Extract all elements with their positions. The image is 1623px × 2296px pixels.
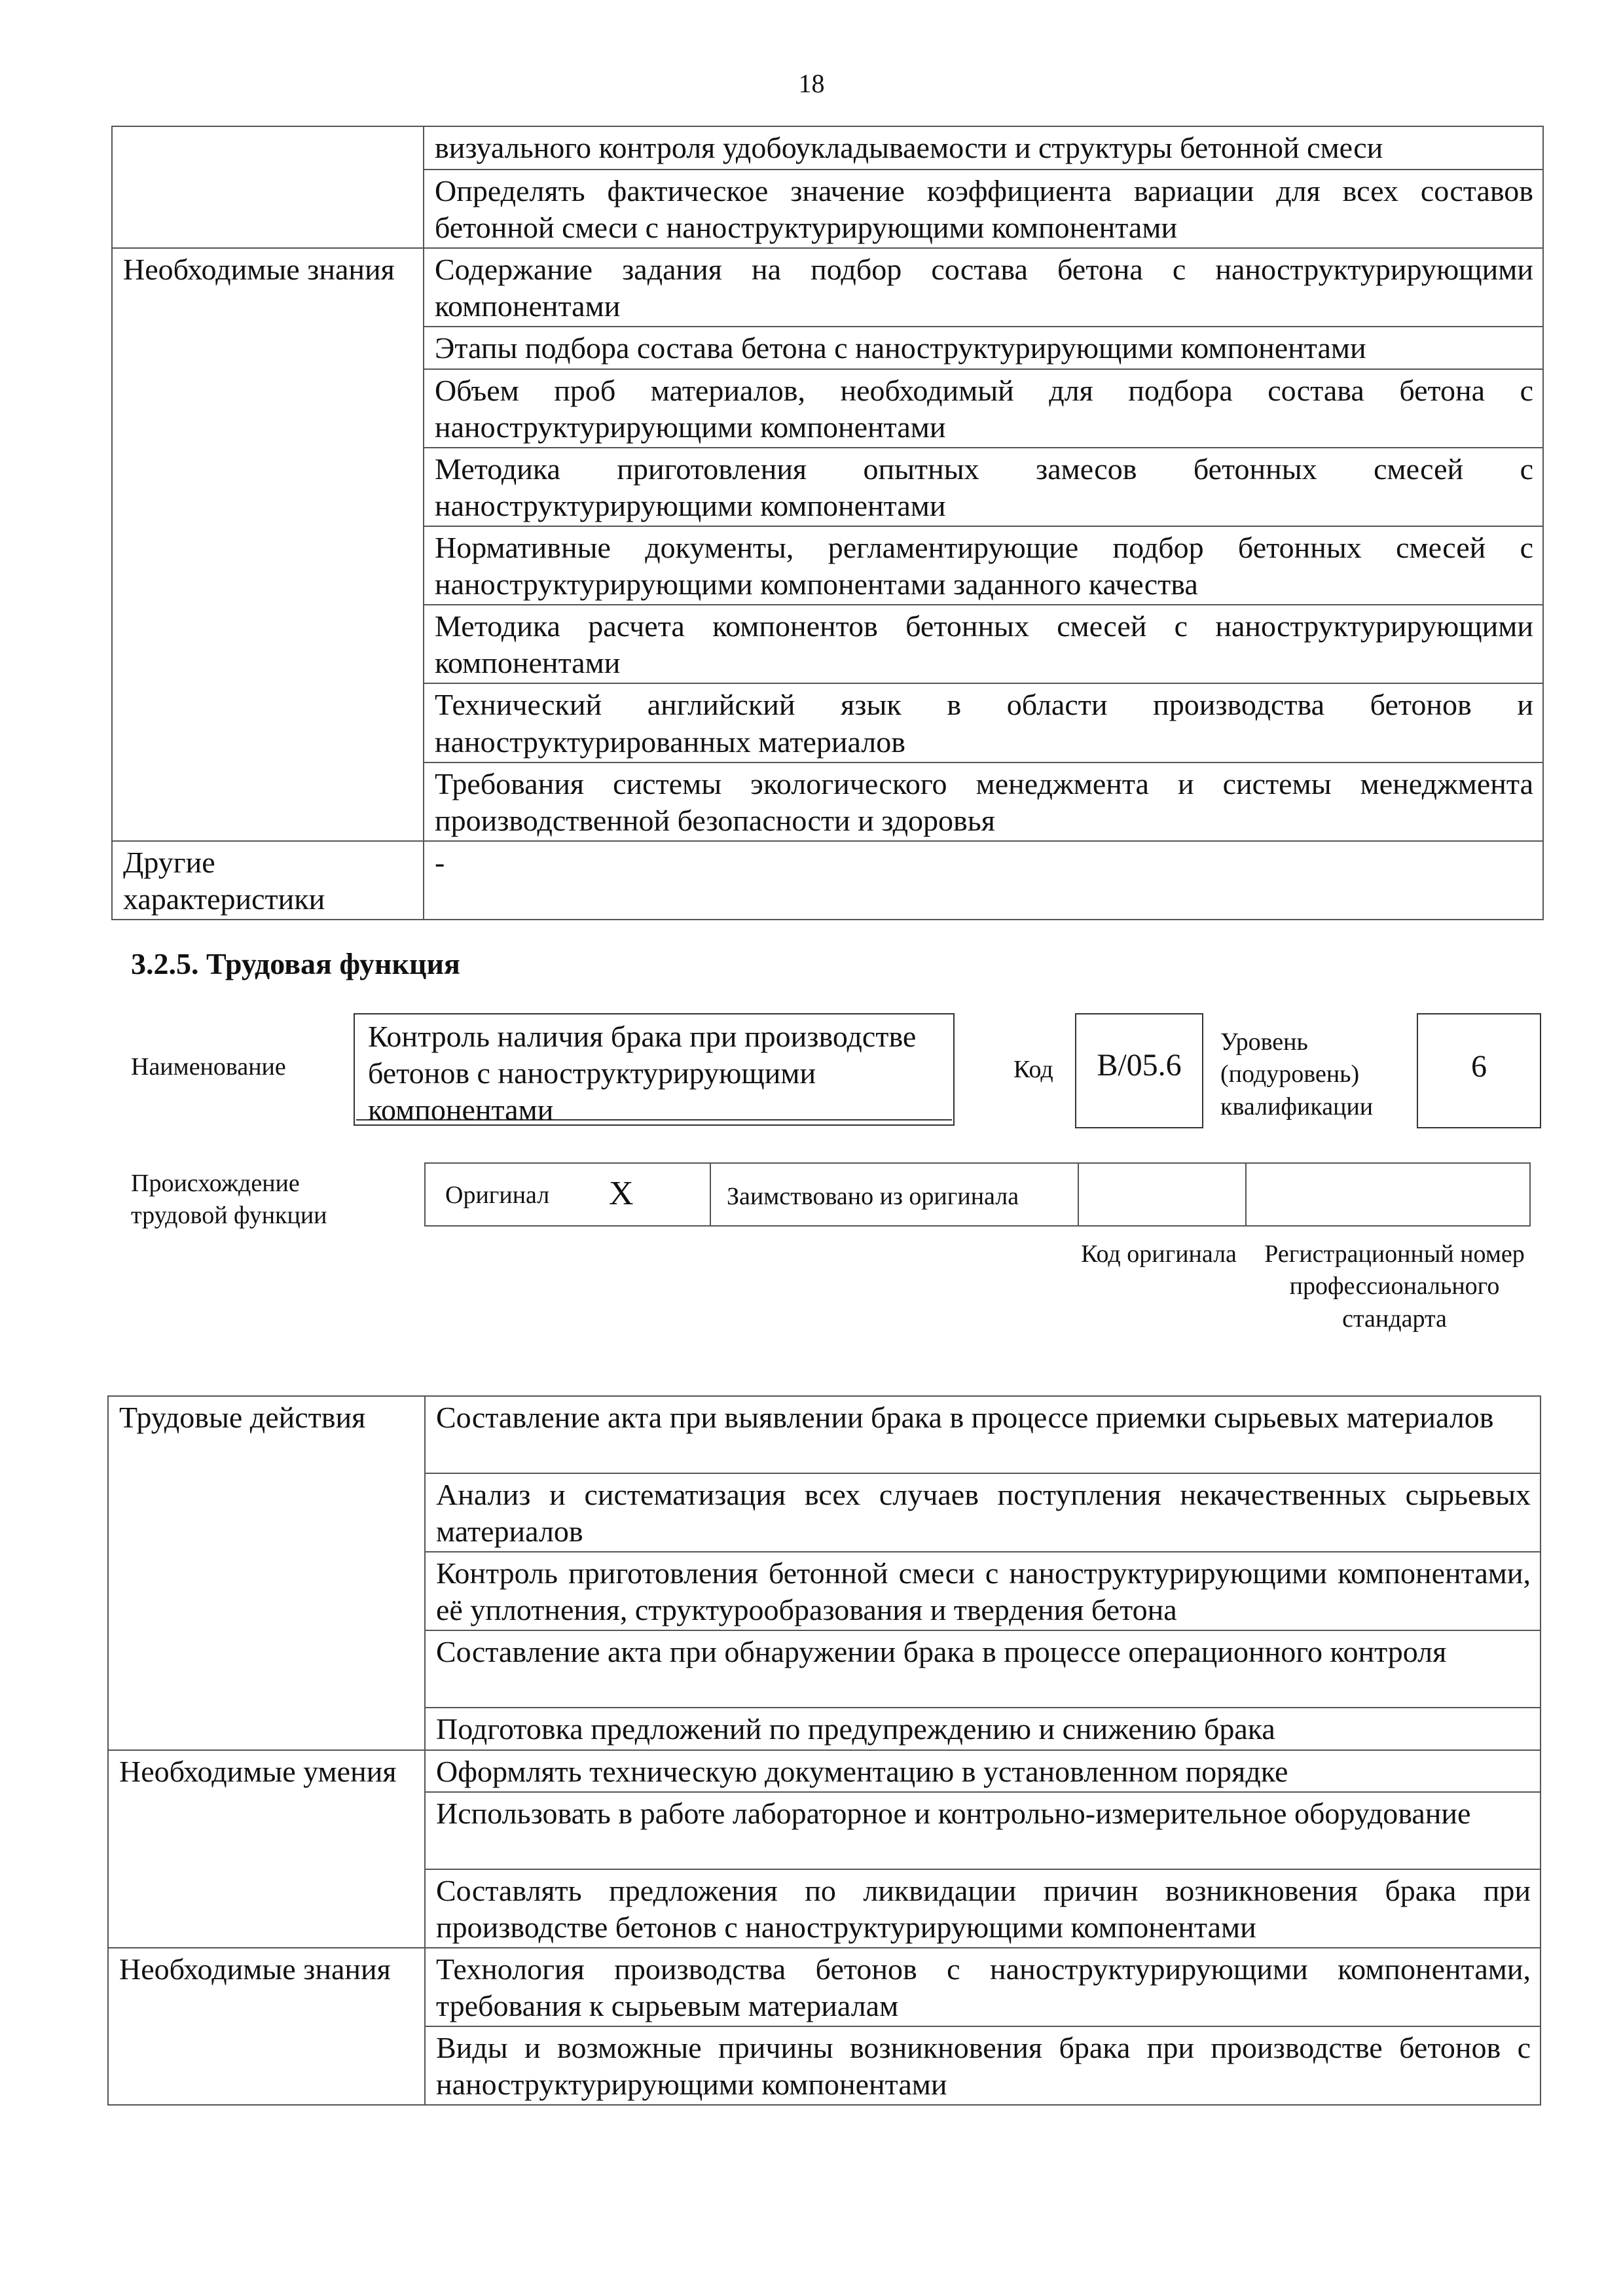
labor-function-table (107, 1395, 1541, 2106)
table-row: визуального контроля удобоукладываемости и структуры бетонной смеси (424, 126, 1543, 170)
level-box (1417, 1013, 1541, 1128)
table-row: Объем проб материалов, необходимый для подбора состава бетона с наноструктурирующими компонентами (424, 369, 1543, 448)
origin-original-label: Оригинал (445, 1181, 550, 1209)
caption-registration-number: Регистрационный номер профессионального стандарта (1264, 1240, 1525, 1333)
table-row: Технология производства бетонов с наноструктурирующими компонентами, требования к сырьевым материалам (425, 1948, 1541, 2026)
page-number: 18 (798, 69, 825, 98)
table-row: Этапы подбора состава бетона с наноструктурирующими компонентами (424, 327, 1543, 368)
other-characteristics-label: Другие характеристики (112, 841, 424, 920)
knowledge-label: Необходимые знания (112, 248, 424, 841)
knowledge-label-bottom: Необходимые знания (108, 1948, 425, 2105)
origin-borrowed-label: Заимствовано из оригинала (727, 1183, 1019, 1210)
knowledge-table-continued (111, 126, 1544, 920)
continued-label-cell (112, 126, 424, 248)
name-label: Наименование (131, 1053, 286, 1081)
level-value: 6 (1471, 1049, 1487, 1084)
table-row: Контроль приготовления бетонной смеси с наноструктурирующими компонентами, её уплотнения, структурообразования и твердения бетона (425, 1552, 1541, 1630)
skills-label: Необходимые умения (108, 1750, 425, 1948)
level-label: Уровень (подуровень) квалификации (1220, 1028, 1374, 1121)
table-row: Анализ и систематизация всех случаев поступления некачественных сырьевых материалов (425, 1473, 1541, 1552)
function-name-box (354, 1013, 955, 1126)
table-row: Использовать в работе лабораторное и контрольно-измерительное оборудование (425, 1792, 1541, 1869)
table-row: Методика расчета компонентов бетонных смесей с наноструктурирующими компонентами (424, 605, 1543, 683)
table-row: Составлять предложения по ликвидации причин возникновения брака при производстве бетонов с наноструктурирующими компонентами (425, 1869, 1541, 1948)
table-row: Определять фактическое значение коэффициента вариации для всех составов бетонной смеси с наноструктурирующими компонентами (424, 170, 1543, 248)
actions-label: Трудовые действия (108, 1396, 425, 1750)
function-name: Контроль наличия брака при производстве бетонов с наноструктурирующими компонентами (368, 1020, 917, 1127)
origin-table (424, 1162, 1531, 1227)
code-label: Код (1013, 1056, 1053, 1083)
origin-mark: X (609, 1175, 634, 1212)
table-row: Составление акта при выявлении брака в процессе приемки сырьевых материалов (425, 1396, 1541, 1473)
caption-code-original: Код оригинала (1081, 1240, 1237, 1268)
table-row: Оформлять техническую документацию в установленном порядке (425, 1750, 1541, 1792)
code-value: B/05.6 (1097, 1048, 1182, 1083)
table-row: Составление акта при обнаружении брака в процессе операционного контроля (425, 1630, 1541, 1708)
table-row: Нормативные документы, регламентирующие подбор бетонных смесей с наноструктурирующими компонентами заданного качества (424, 526, 1543, 605)
origin-label: Происхождение трудовой функции (131, 1170, 327, 1230)
table-row: Требования системы экологического менеджмента и системы менеджмента производственной безопасности и здоровья (424, 762, 1543, 841)
section-heading: 3.2.5. Трудовая функция (131, 947, 460, 980)
table-row: Содержание задания на подбор состава бетона с наноструктурирующими компонентами (424, 248, 1543, 327)
table-row: Виды и возможные причины возникновения брака при производстве бетонов с наноструктурирующими компонентами (425, 2026, 1541, 2105)
table-row: Подготовка предложений по предупреждению и снижению брака (425, 1708, 1541, 1749)
other-characteristics-value: - (424, 841, 1543, 920)
table-row: Технический английский язык в области производства бетонов и наноструктурированных материалов (424, 683, 1543, 762)
table-row: Методика приготовления опытных замесов бетонных смесей с наноструктурирующими компонентами (424, 448, 1543, 526)
code-box (1075, 1013, 1203, 1128)
